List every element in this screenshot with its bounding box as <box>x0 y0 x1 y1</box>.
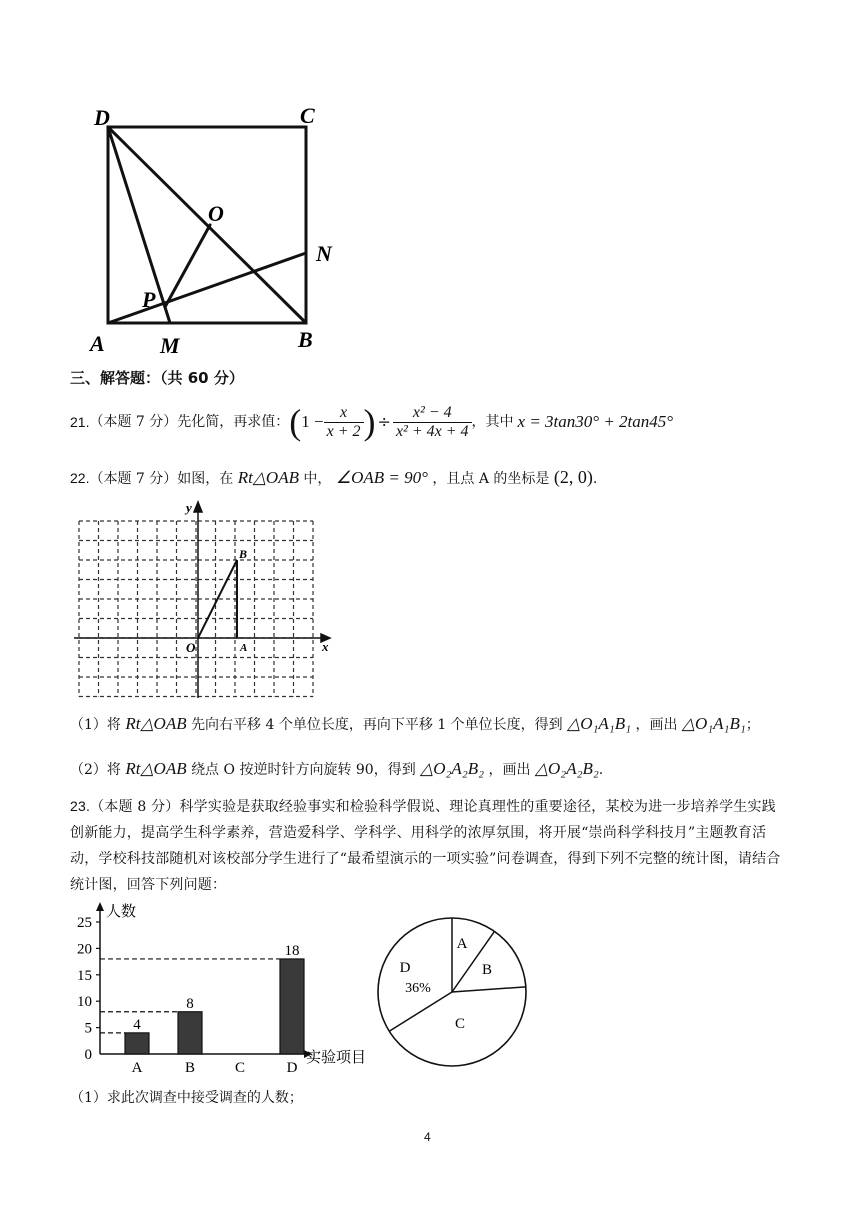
segment-am-n <box>108 253 306 323</box>
bar-y-tick-label: 25 <box>77 915 92 931</box>
bar-category-label: A <box>131 1060 143 1076</box>
square-figure <box>80 95 360 360</box>
q22-p1-mid2: ，画出 <box>635 717 678 733</box>
bar-data-label: 8 <box>186 995 194 1012</box>
label-n: N <box>316 241 332 266</box>
bar-chart <box>70 898 375 1078</box>
page-number: 4 <box>424 1130 431 1144</box>
bar-y-tick-label: 20 <box>77 941 92 958</box>
q22-p2-tri: Rt△OAB <box>125 759 187 778</box>
pie-annotation-d: 36% <box>405 981 431 996</box>
left-paren: ( <box>289 402 302 442</box>
q23-number: 23. <box>70 798 91 814</box>
q21-meta: （本题 7 分）先化简，再求值： <box>89 414 290 430</box>
q22-triangle: Rt△OAB <box>237 468 299 487</box>
question-23 <box>70 793 790 898</box>
grid-label-a: A <box>240 642 248 654</box>
label-a: A <box>90 331 105 356</box>
label-d: D <box>94 105 110 130</box>
pie-slice-boundary <box>452 987 526 992</box>
pie-slice-boundary <box>389 992 452 1031</box>
q23-text: （本题 8 分）科学实验是获取经验事实和检验科学假说、理论真理性的重要途径，某校为进一步培养学生实践创新能力，提高学生科学素养，营造爱科学、学科学、用科学的浓厚氛围，将开展“崇尚科学科技月”主题教育活动，学校科技部随机对该校部分学生进行了“最希望演示的一项实验”问卷调查，得到下列不完整的统计图，请结合统计图，回答下列问题： <box>70 799 781 893</box>
bar-category-label: B <box>184 1060 196 1076</box>
q22-part1 <box>70 714 760 735</box>
bar-x-label: 实验项目 <box>306 1050 367 1066</box>
grid-label-y: y <box>186 500 192 515</box>
bar-A <box>125 1033 149 1054</box>
q22-number: 22. <box>70 470 90 486</box>
q22-text3: ，且点 A 的坐标是 <box>432 471 550 487</box>
grid-label-x: x <box>322 639 329 654</box>
q22-angle: ∠OAB = 90° <box>335 468 428 487</box>
q21-fraction-2 <box>393 404 472 441</box>
q21-one-minus: 1 − <box>301 412 324 431</box>
bar-category-label: C <box>234 1060 246 1076</box>
label-m: M <box>160 333 180 358</box>
bar-D <box>280 959 304 1054</box>
q22-part2 <box>70 759 603 780</box>
bar-B <box>178 1012 202 1054</box>
pie-label-A: A <box>456 936 468 952</box>
q21-frac1-denominator: x + 2 <box>326 422 361 440</box>
q23-part1: （1）求此次调查中接受调查的人数； <box>70 1090 303 1106</box>
bar-category-label: D <box>286 1060 298 1076</box>
q22-p1-end: ； <box>745 717 760 733</box>
q22-p1-result: △O₁A₁B₁ <box>567 714 631 733</box>
pie-label-C: C <box>454 1016 466 1032</box>
q22-p1-result2: △O₁A₁B₁ <box>681 714 746 733</box>
grid-label-b: B <box>239 547 248 561</box>
pie-chart <box>372 912 532 1072</box>
segment-ob <box>198 560 237 638</box>
q21-divide: ÷ <box>377 412 391 431</box>
label-p: P <box>142 287 156 312</box>
q22-text2: 中， <box>303 471 332 487</box>
q22-text4: . <box>592 471 598 487</box>
coordinate-grid <box>68 498 338 703</box>
bar-y-tick-label: 15 <box>77 967 92 984</box>
bar-y-tick-label: 5 <box>84 1020 92 1037</box>
q21-frac1-numerator: x <box>324 404 364 423</box>
q21-condition: x = 3tan30° + 2tan45° <box>517 412 674 431</box>
q21-number: 21. <box>70 414 90 430</box>
q22-text1: （本题 7 分）如图，在 <box>89 471 234 487</box>
pie-label-D: D <box>399 960 411 976</box>
q22-p2-result2: △O₂A₂B₂ <box>534 759 599 778</box>
bar-data-label: 18 <box>284 942 300 959</box>
q22-p1-mid: 先向右平移 4 个单位长度，再向下平移 1 个单位长度，得到 <box>191 717 563 733</box>
grid-label-o: O <box>186 640 196 655</box>
bar-y-tick-label: 10 <box>77 994 92 1011</box>
bar-data-label: 4 <box>133 1016 141 1033</box>
question-21 <box>70 400 673 444</box>
bar-y-label: 人数 <box>106 904 137 920</box>
y-axis-arrow <box>194 502 202 512</box>
right-paren: ) <box>363 402 376 442</box>
q22-p2-mid2: ，画出 <box>488 762 531 778</box>
q22-p2-result: △O₂A₂B₂ <box>420 759 485 778</box>
q21-frac2-numerator: x² − 4 <box>393 404 472 423</box>
q21-fraction-1 <box>324 404 364 441</box>
q22-coord: (2, 0) <box>553 467 593 487</box>
label-b: B <box>298 327 313 352</box>
q22-p2-mid: 绕点 O 按逆时针方向旋转 90，得到 <box>191 762 416 778</box>
pie-label-B: B <box>481 962 493 978</box>
label-c: C <box>300 103 315 128</box>
q22-p2-end: . <box>598 762 604 778</box>
bar-y-tick-label: 0 <box>84 1047 92 1063</box>
q21-tail: ，其中 <box>471 414 514 430</box>
section-title: 三、解答题：（共 60 分） <box>70 369 244 387</box>
bar-y-arrow <box>96 902 104 911</box>
q22-p2-lead: （2）将 <box>70 762 121 778</box>
q22-p1-tri: Rt△OAB <box>125 714 187 733</box>
q22-p1-lead: （1）将 <box>70 717 121 733</box>
q21-frac2-denominator: x² + 4x + 4 <box>395 422 469 440</box>
question-22 <box>70 467 597 489</box>
label-o: O <box>208 201 224 226</box>
